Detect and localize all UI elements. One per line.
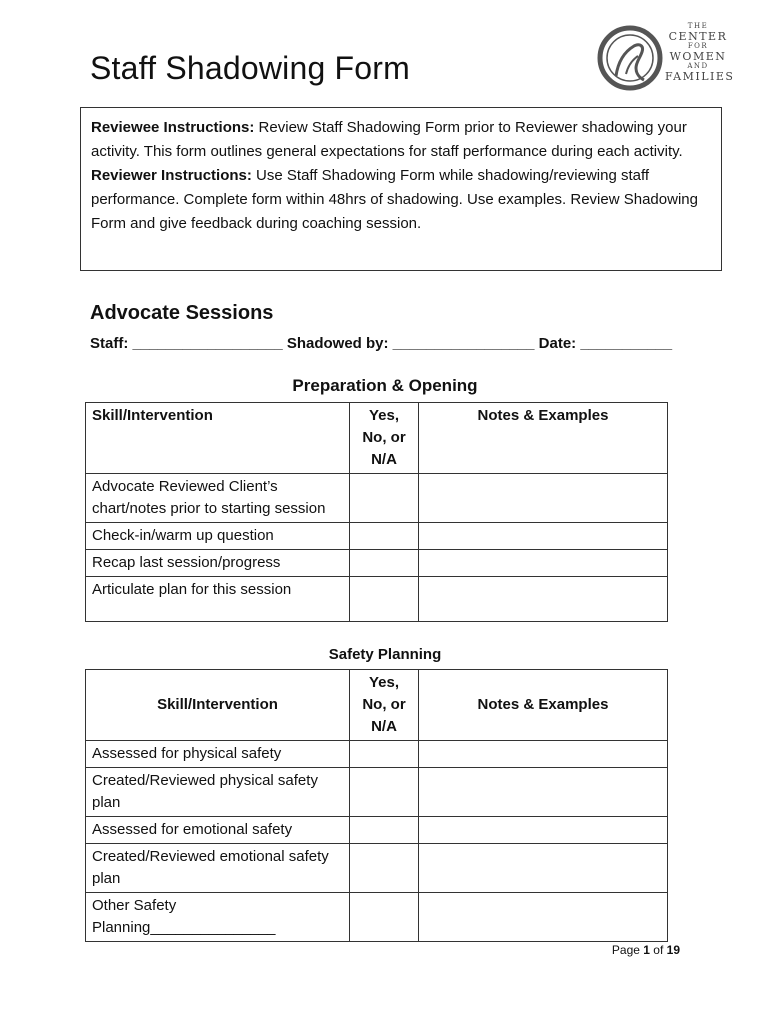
column-header-skill: Skill/Intervention bbox=[86, 670, 350, 741]
notes-cell[interactable] bbox=[419, 768, 668, 817]
column-header-yes-no: Yes, No, or N/A bbox=[350, 403, 419, 474]
yes-no-cell[interactable] bbox=[350, 577, 419, 622]
skill-cell: Created/Reviewed emotional safety plan bbox=[86, 844, 350, 893]
notes-cell[interactable] bbox=[419, 817, 668, 844]
yes-no-cell[interactable] bbox=[350, 523, 419, 550]
table-row bbox=[86, 817, 668, 844]
current-page: 1 bbox=[643, 943, 650, 957]
column-header-notes: Notes & Examples bbox=[419, 403, 668, 474]
column-header-notes: Notes & Examples bbox=[419, 670, 668, 741]
reviewer-instructions-label: Reviewer Instructions: bbox=[91, 167, 252, 184]
skill-cell: Check-in/warm up question bbox=[86, 523, 350, 550]
organization-logo bbox=[596, 22, 735, 94]
table-caption-safety: Safety Planning bbox=[328, 646, 442, 663]
table-row bbox=[86, 523, 668, 550]
logo-emblem-icon bbox=[596, 24, 664, 92]
table-row bbox=[86, 741, 668, 768]
total-pages: 19 bbox=[666, 943, 680, 957]
table-row bbox=[86, 893, 668, 942]
reviewee-instructions-text: Review Staff Shadowing Form prior to Reviewer shadowing your activity. This form outlines general expectations for staff performance during each activity. bbox=[91, 119, 687, 160]
notes-cell[interactable] bbox=[419, 523, 668, 550]
logo-line: FAMILIES bbox=[665, 70, 735, 83]
logo-line: CENTER bbox=[668, 30, 728, 43]
notes-cell[interactable] bbox=[419, 893, 668, 942]
page-title: Staff Shadowing Form bbox=[90, 50, 411, 86]
logo-line: WOMEN bbox=[669, 50, 727, 63]
safety-planning-table bbox=[85, 669, 668, 942]
skill-cell: Created/Reviewed physical safety plan bbox=[86, 768, 350, 817]
skill-cell: Other Safety Planning_______________ bbox=[86, 893, 350, 942]
section-title: Advocate Sessions bbox=[90, 302, 274, 324]
logo-line: AND bbox=[687, 62, 709, 70]
skill-cell: Articulate plan for this session bbox=[86, 577, 350, 622]
skill-cell: Recap last session/progress bbox=[86, 550, 350, 577]
logo-text bbox=[665, 22, 735, 83]
skill-cell: Advocate Reviewed Client’s chart/notes prior to starting session bbox=[86, 474, 350, 523]
table-row bbox=[86, 550, 668, 577]
page-number bbox=[560, 943, 680, 957]
logo-line: FOR bbox=[687, 42, 709, 50]
table-row bbox=[86, 474, 668, 523]
table-row bbox=[86, 844, 668, 893]
notes-cell[interactable] bbox=[419, 474, 668, 523]
skill-cell: Assessed for emotional safety bbox=[86, 817, 350, 844]
table-header-row bbox=[86, 403, 668, 474]
yes-no-cell[interactable] bbox=[350, 741, 419, 768]
yes-no-cell[interactable] bbox=[350, 474, 419, 523]
notes-cell[interactable] bbox=[419, 577, 668, 622]
notes-cell[interactable] bbox=[419, 741, 668, 768]
column-header-yes-no: Yes, No, or N/A bbox=[350, 670, 419, 741]
skill-cell: Assessed for physical safety bbox=[86, 741, 350, 768]
yes-no-cell[interactable] bbox=[350, 768, 419, 817]
reviewee-instructions-label: Reviewee Instructions: bbox=[91, 119, 255, 136]
preparation-opening-table bbox=[85, 402, 668, 622]
instructions-box bbox=[80, 107, 722, 271]
column-header-skill: Skill/Intervention bbox=[86, 403, 350, 474]
staff-info-line: Staff: __________________ Shadowed by: _________________ Date: ___________ bbox=[90, 335, 673, 352]
table-header-row bbox=[86, 670, 668, 741]
table-caption-preparation: Preparation & Opening bbox=[292, 376, 478, 395]
yes-no-cell[interactable] bbox=[350, 550, 419, 577]
page-label: Page bbox=[611, 943, 644, 957]
yes-no-cell[interactable] bbox=[350, 893, 419, 942]
reviewer-instructions-text: Use Staff Shadowing Form while shadowing/reviewing staff performance. Complete form within 48hrs of shadowing. Use examples. Review Shadowing Form and give feedback during coaching session. bbox=[91, 167, 698, 232]
logo-line: THE bbox=[687, 22, 709, 30]
notes-cell[interactable] bbox=[419, 550, 668, 577]
table-row bbox=[86, 768, 668, 817]
yes-no-cell[interactable] bbox=[350, 844, 419, 893]
of-label: of bbox=[649, 943, 667, 957]
table-row bbox=[86, 577, 668, 622]
notes-cell[interactable] bbox=[419, 844, 668, 893]
yes-no-cell[interactable] bbox=[350, 817, 419, 844]
